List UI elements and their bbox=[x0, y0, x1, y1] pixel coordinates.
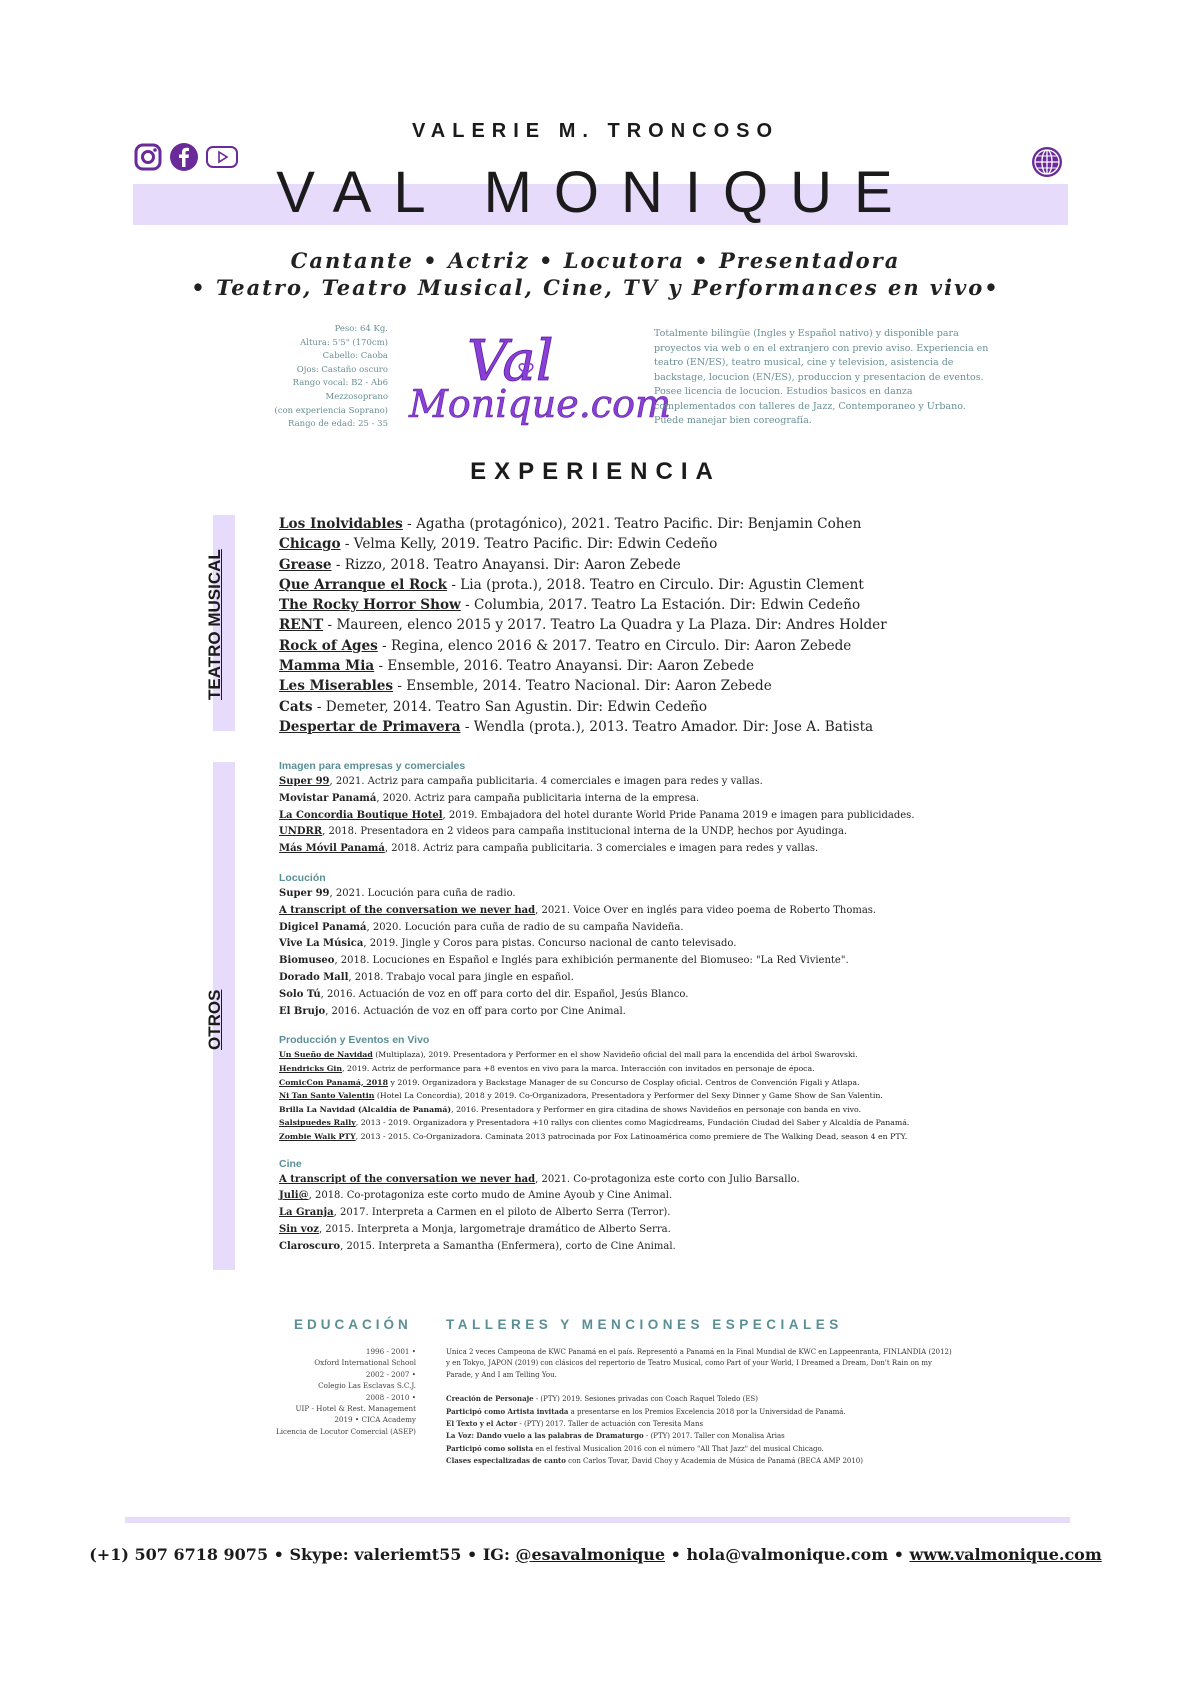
list-item: Dorado Mall, 2018. Trabajo vocal para jingle en español. bbox=[279, 971, 574, 983]
list-item: El Brujo, 2016. Actuación de voz en off para corto por Cine Animal. bbox=[279, 1005, 626, 1017]
list-item: A transcript of the conversation we never had, 2021. Co-protagoniza este corto con Julio Barsallo. bbox=[279, 1173, 800, 1185]
list-item: Salsipuedes Rally, 2013 - 2019. Organizadora y Presentadora +10 rallys con clientes como Magicdreams, Fundación Ciudad del Saber y Alcaldía de Panamá. bbox=[279, 1118, 910, 1128]
list-item: Rock of Ages - Regina, elenco 2016 & 2017. Teatro en Circulo. Dir: Aaron Zebede bbox=[279, 637, 852, 654]
logo-line-2: Monique.com bbox=[409, 382, 671, 426]
list-item: Biomuseo, 2018. Locuciones en Español e Inglés para exhibición permanente del Biomuseo: "La Red Viviente". bbox=[279, 955, 849, 967]
produccion-title: Producción y Eventos en Vivo bbox=[279, 1034, 430, 1047]
youtube-icon[interactable] bbox=[205, 142, 239, 177]
list-item: Mamma Mia - Ensemble, 2016. Teatro Anayansi. Dir: Aaron Zebede bbox=[279, 658, 755, 675]
teatro-musical-label: TEATRO MUSICAL bbox=[205, 549, 224, 700]
list-item: Que Arranque el Rock - Lia (prota.), 2018. Teatro en Circulo. Dir: Agustin Clement bbox=[279, 576, 864, 593]
talleres-title: TALLERES Y MENCIONES ESPECIALES bbox=[446, 1317, 843, 1332]
stat-hair: Cabello: Caoba bbox=[322, 351, 388, 362]
list-item: Participó como solista en el festival Musicalion 2016 con el número "All That Jazz" del musical Chicago. bbox=[446, 1443, 824, 1453]
talleres-list bbox=[446, 1347, 956, 1468]
list-item: Colegio Las Esclavas S.C.J. bbox=[318, 1381, 416, 1391]
locucion-title: Locución bbox=[279, 871, 326, 884]
skype: Skype: valeriemt55 bbox=[289, 1545, 462, 1564]
list-item: Oxford International School bbox=[314, 1358, 416, 1368]
valmonique-logo bbox=[405, 322, 671, 432]
about-text: Totalmente bilingüe (Ingles y Español nativo) y disponible para proyectos via web o en el extranjero con previo aviso. Experiencia en teatro (EN/ES), teatro musical, cine y television, asistencia de backstage, locucion (EN/ES), produccion y presentacion de eventos. Posee licencia de locucion. Estudios basicos en danza complementados con talleres de Jazz, Contemporaneo y Urbano. Puede manejar bien coreografía. bbox=[654, 328, 989, 426]
list-item: Participó como Artista invitada a presentarse en los Premios Excelencia 2018 por la Universidad de Panamá. bbox=[446, 1406, 846, 1416]
list-item: Clases especializadas de canto con Carlos Tovar, David Choy y Academia de Música de Panamá (BECA AMP 2010) bbox=[446, 1456, 863, 1466]
list-item: Super 99, 2021. Locución para cuña de radio. bbox=[279, 887, 516, 899]
contact-footer: (+1) 507 6718 9075 • Skype: valeriemt55 • IG: @esavalmonique • hola@valmonique.com • www.valmonique.com bbox=[89, 1545, 1102, 1564]
locucion-group bbox=[279, 872, 1039, 1020]
list-item: Licencia de Locutor Comercial (ASEP) bbox=[275, 1426, 416, 1436]
list-item: Los Inolvidables - Agatha (protagónico), 2021. Teatro Pacific. Dir: Benjamin Cohen bbox=[279, 516, 862, 532]
list-item: Creación de Personaje - (PTY) 2019. Sesiones privadas con Coach Raquel Toledo (ES) bbox=[446, 1394, 758, 1404]
list-item: Un Sueño de Navidad (Multiplaza), 2019. Presentadora y Performer en el show Navideño oficial del mall para la encendida del árbol Swarovski. bbox=[279, 1050, 858, 1060]
list-item: El Texto y el Actor - (PTY) 2017. Taller de actuación con Teresita Mans bbox=[446, 1419, 704, 1429]
list-item: Movistar Panamá, 2020. Actriz para campaña publicitaria interna de la empresa. bbox=[279, 792, 700, 804]
social-links bbox=[133, 142, 239, 177]
globe-icon[interactable] bbox=[1030, 145, 1064, 184]
list-item: Cats - Demeter, 2014. Teatro San Agustin. Dir: Edwin Cedeño bbox=[279, 698, 708, 715]
list-item: La Concordia Boutique Hotel, 2019. Embajadora del hotel durante World Pride Panama 2019 e imagen para publicidades. bbox=[279, 809, 915, 821]
talleres-intro: Unica 2 veces Campeona de KWC Panamá en el país. Representó a Panamá en la Final Mundial de KWC en Lappeenranta, FINLANDIA (2012) y en Tokyo, JAPON (2019) con clásicos del repertorio de Teatro Musical, como Part of your World, I Dreamed a Dream, Don't Rain on my Parade, y And I am Telling You. bbox=[446, 1348, 952, 1379]
phone: (+1) 507 6718 9075 bbox=[89, 1545, 269, 1564]
list-item: La Granja, 2017. Interpreta a Carmen en el piloto de Alberto Serra (Terror). bbox=[279, 1207, 671, 1219]
list-item: Solo Tú, 2016. Actuación de voz en off para corto del dir. Español, Jesús Blanco. bbox=[279, 988, 689, 1000]
imagen-title: Imagen para empresas y comerciales bbox=[279, 760, 466, 772]
produccion-group bbox=[279, 1034, 1039, 1143]
list-item: Hendricks Gin, 2019. Actriz de performance para +8 eventos en vivo para la marca. Interacción con invitados en personaje de época. bbox=[279, 1063, 815, 1073]
imagen-group bbox=[279, 760, 1039, 858]
roles-line-1: Cantante • Actriz • Locutora • Presentadora bbox=[290, 248, 901, 273]
list-item: RENT - Maureen, elenco 2015 y 2017. Teatro La Quadra y La Plaza. Dir: Andres Holder bbox=[279, 617, 887, 634]
list-item: Les Miserables - Ensemble, 2014. Teatro Nacional. Dir: Aaron Zebede bbox=[279, 678, 772, 695]
stat-height: Altura: 5'5" (170cm) bbox=[300, 337, 388, 348]
stage-name: VAL MONIQUE bbox=[276, 160, 915, 225]
cine-group bbox=[279, 1158, 1039, 1256]
list-item: La Voz: Dando vuelo a las palabras de Dramaturgo - (PTY) 2017. Taller con Monalisa Arias bbox=[446, 1431, 785, 1441]
list-item: A transcript of the conversation we never had, 2021. Voice Over en inglés para video poema de Roberto Thomas. bbox=[279, 904, 877, 916]
list-item: 1996 - 2001 • bbox=[365, 1347, 416, 1356]
stat-age-range: Rango de edad: 25 - 35 bbox=[287, 419, 388, 430]
footer-band bbox=[125, 1517, 1070, 1523]
stat-voice-type: Mezzosoprano bbox=[325, 391, 388, 402]
list-item: Claroscuro, 2015. Interpreta a Samantha (Enfermera), corto de Cine Animal. bbox=[279, 1240, 676, 1252]
email-link[interactable]: hola@valmonique.com bbox=[686, 1545, 889, 1564]
website-link[interactable]: www.valmonique.com bbox=[909, 1545, 1102, 1564]
stat-voice-note: (con experiencia Soprano) bbox=[274, 405, 388, 416]
instagram-link[interactable]: @esavalmonique bbox=[515, 1545, 666, 1564]
list-item: 2019 • CICA Academy bbox=[334, 1415, 416, 1425]
list-item: 2008 - 2010 • bbox=[365, 1392, 416, 1402]
real-name: VALERIE M. TRONCOSO bbox=[411, 120, 780, 142]
list-item: Sin voz, 2015. Interpreta a Monja, largometraje dramático de Alberto Serra. bbox=[279, 1223, 671, 1235]
educacion-list bbox=[252, 1346, 416, 1437]
list-item: Digicel Panamá, 2020. Locución para cuña de radio de su campaña Navideña. bbox=[279, 921, 684, 933]
list-item: Ni Tan Santo Valentin (Hotel La Concordia), 2018 y 2019. Co-Organizadora, Presentadora y Performer del Sexy Dinner y Game Show de San Valentin. bbox=[279, 1091, 883, 1101]
stat-eyes: Ojos: Castaño oscuro bbox=[296, 364, 388, 375]
experiencia-title: EXPERIENCIA bbox=[470, 458, 721, 485]
list-item: Vive La Música, 2019. Jingle y Coros para pistas. Concurso nacional de canto televisado. bbox=[279, 938, 737, 950]
otros-label: OTROS bbox=[205, 989, 224, 1050]
personal-stats bbox=[220, 323, 388, 432]
list-item: Más Móvil Panamá, 2018. Actriz para campaña publicitaria. 3 comerciales e imagen para redes y vallas. bbox=[279, 843, 819, 855]
stat-weight: Peso: 64 Kg. bbox=[334, 324, 388, 334]
stat-vocal-range: Rango vocal: B2 - Ab6 bbox=[292, 378, 388, 389]
list-item: The Rocky Horror Show - Columbia, 2017. Teatro La Estación. Dir: Edwin Cedeño bbox=[279, 597, 861, 614]
list-item: 2002 - 2007 • bbox=[365, 1369, 416, 1379]
instagram-icon[interactable] bbox=[133, 142, 163, 177]
list-item: Zombie Walk PTY, 2013 - 2015. Co-Organizadora. Caminata 2013 patrocinada por Fox Latinoamérica como premiere de The Walking Dead, season 4 en PTY. bbox=[279, 1131, 908, 1141]
cine-title: Cine bbox=[279, 1157, 302, 1170]
list-item: Despertar de Primavera - Wendla (prota.), 2013. Teatro Amador. Dir: Jose A. Batista bbox=[279, 718, 874, 735]
list-item: Juli@, 2018. Co-protagoniza este corto mudo de Amine Ayoub y Cine Animal. bbox=[279, 1190, 673, 1202]
logo-line-1: Val bbox=[467, 329, 554, 394]
list-item: Grease - Rizzo, 2018. Teatro Anayansi. Dir: Aaron Zebede bbox=[279, 556, 681, 573]
list-item: Chicago - Velma Kelly, 2019. Teatro Pacific. Dir: Edwin Cedeño bbox=[279, 536, 718, 553]
roles-line-2: • Teatro, Teatro Musical, Cine, TV y Performances en vivo• bbox=[191, 275, 1000, 300]
list-item: UNDRR, 2018. Presentadora en 2 videos para campaña institucional interna de la UNDP, hechos por Ayudinga. bbox=[279, 826, 848, 838]
teatro-musical-list bbox=[279, 514, 887, 737]
facebook-icon[interactable] bbox=[169, 142, 199, 177]
educacion-title: EDUCACIÓN bbox=[294, 1317, 412, 1332]
list-item: UIP - Hotel & Rest. Management bbox=[295, 1404, 416, 1414]
list-item: ComicCon Panamá, 2018 y 2019. Organizadora y Backstage Manager de su Concurso de Cosplay oficial. Centros de Convención Figali y Atlapa. bbox=[279, 1077, 860, 1087]
otros-section bbox=[279, 760, 1039, 1270]
list-item: Brilla La Navidad (Alcaldía de Panamá), 2016. Presentadora y Performer en gira citadina de shows Navideños en personaje con banda en vivo. bbox=[279, 1104, 862, 1114]
list-item: Super 99, 2021. Actriz para campaña publicitaria. 4 comerciales e imagen para redes y vallas. bbox=[279, 776, 763, 787]
